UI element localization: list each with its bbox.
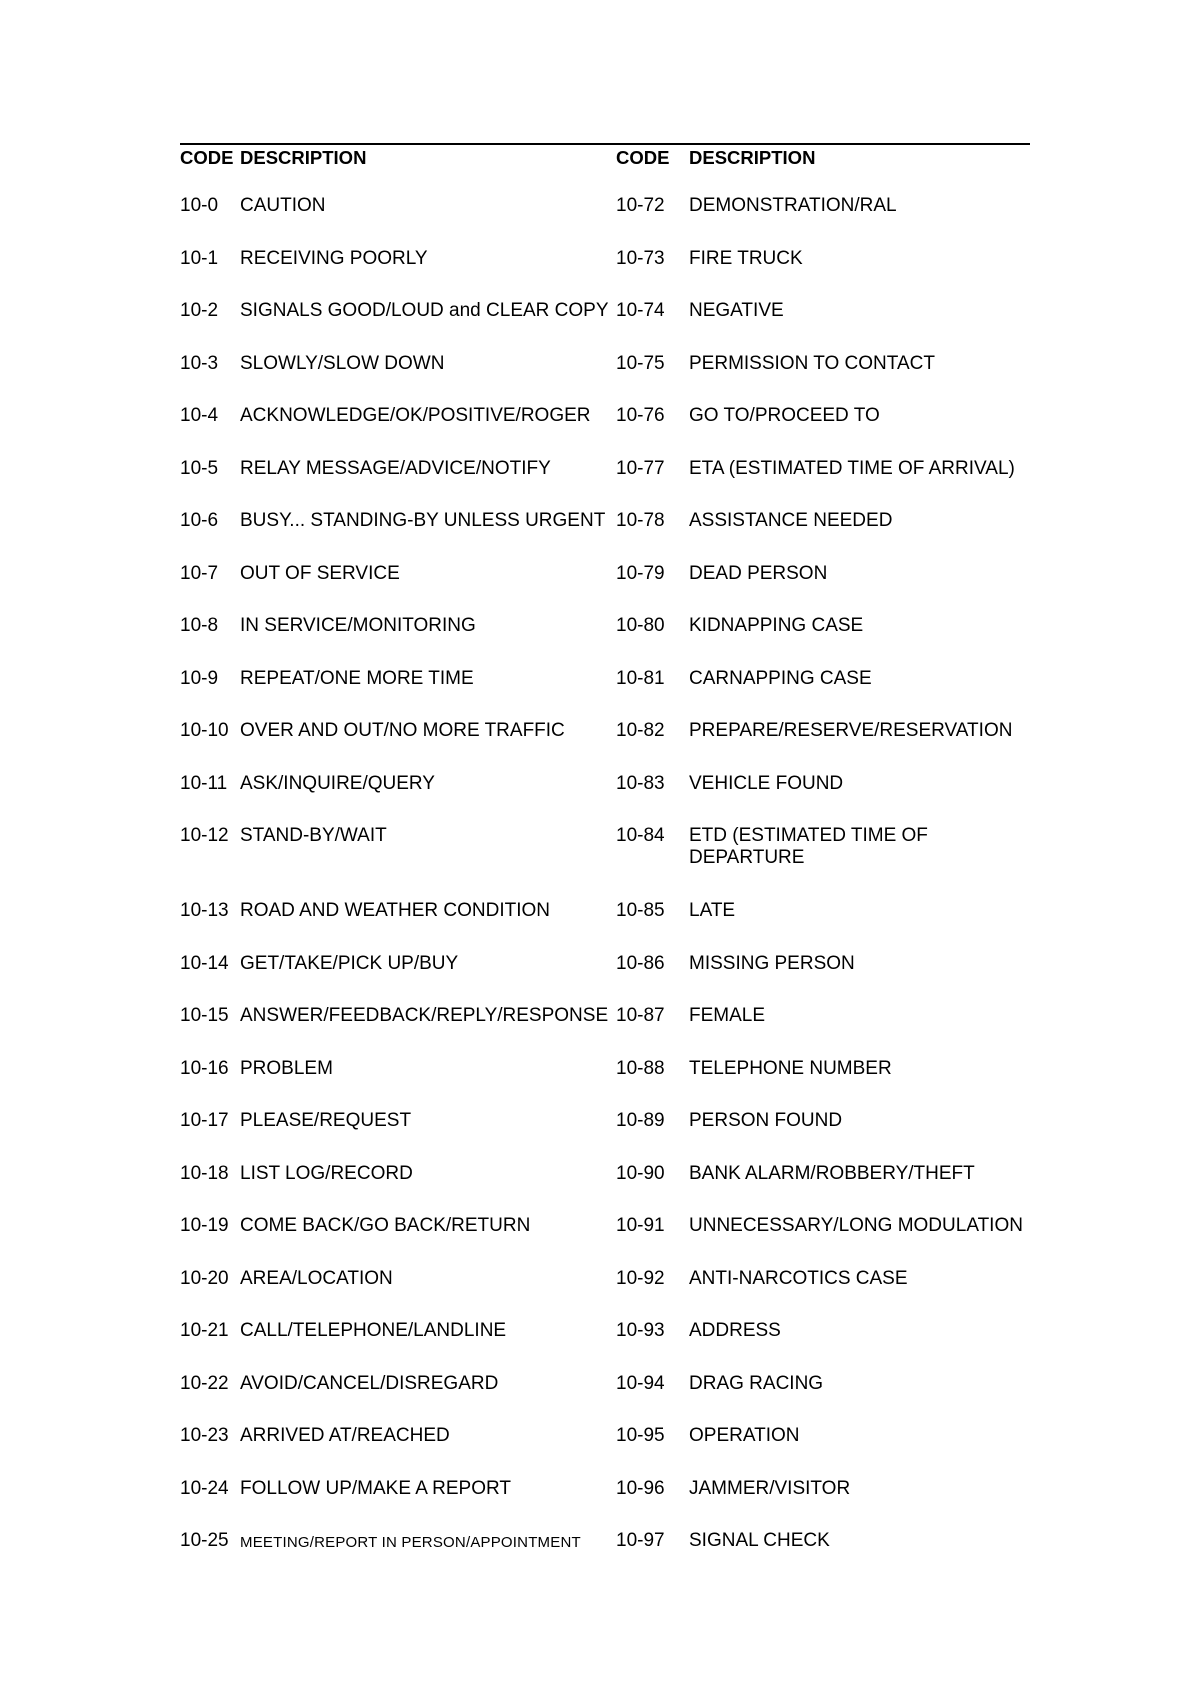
table-row — [180, 720, 1030, 773]
code-right: 10-86 — [616, 952, 665, 974]
description-left: FOLLOW UP/MAKE A REPORT — [240, 1477, 511, 1499]
description-left: REPEAT/ONE MORE TIME — [240, 667, 474, 689]
description-left: OUT OF SERVICE — [240, 562, 400, 584]
code-left: 10-15 — [180, 1005, 229, 1026]
description-left: ANSWER/FEEDBACK/REPLY/RESPONSE — [240, 1005, 609, 1026]
header-description-right: DESCRIPTION — [689, 147, 816, 168]
header-code-right: CODE — [616, 147, 670, 168]
description-right: UNNECESSARY/LONG MODULATION — [689, 1215, 1023, 1236]
code-left: 10-24 — [180, 1477, 229, 1499]
code-right: 10-88 — [616, 1057, 665, 1079]
code-left: 10-13 — [180, 900, 229, 921]
table-row — [180, 300, 1030, 353]
code-left: 10-0 — [180, 195, 219, 216]
code-left: 10-22 — [180, 1372, 229, 1394]
description-left: STAND-BY/WAIT — [240, 825, 387, 846]
table-row — [180, 1163, 1030, 1216]
table-row — [180, 405, 1030, 458]
description-right: PERSON FOUND — [689, 1110, 843, 1131]
code-left: 10-14 — [180, 952, 229, 974]
description-left: SLOWLY/SLOW DOWN — [240, 352, 445, 374]
description-left: LIST LOG/RECORD — [240, 1162, 413, 1184]
table-row — [180, 668, 1030, 721]
code-right: 10-72 — [616, 195, 665, 216]
code-left: 10-12 — [180, 825, 229, 846]
code-right: 10-95 — [616, 1425, 665, 1446]
header-code-left: CODE — [180, 147, 234, 168]
code-right: 10-79 — [616, 562, 665, 584]
code-right: 10-96 — [616, 1477, 665, 1499]
code-right: 10-75 — [616, 352, 665, 374]
description-right: LATE — [689, 900, 736, 921]
code-left: 10-25 — [180, 1530, 229, 1551]
code-right: 10-93 — [616, 1320, 665, 1341]
description-left: RECEIVING POORLY — [240, 247, 428, 269]
table-row — [180, 1215, 1030, 1268]
code-left: 10-21 — [180, 1320, 229, 1341]
description-right: MISSING PERSON — [689, 952, 855, 974]
table-row — [180, 353, 1030, 406]
code-left: 10-5 — [180, 457, 219, 479]
description-right: VEHICLE FOUND — [689, 772, 844, 794]
code-left: 10-6 — [180, 510, 219, 531]
description-right: DEMONSTRATION/RAL — [689, 195, 897, 216]
header-rule — [180, 143, 1030, 145]
table-header — [180, 147, 1030, 195]
description-left: ARRIVED AT/REACHED — [240, 1425, 450, 1446]
code-left: 10-16 — [180, 1057, 229, 1079]
table-row — [180, 563, 1030, 616]
description-left: IN SERVICE/MONITORING — [240, 615, 476, 636]
description-right: ANTI-NARCOTICS CASE — [689, 1267, 908, 1289]
description-right: ADDRESS — [689, 1320, 781, 1341]
description-right: DEAD PERSON — [689, 562, 828, 584]
description-left: ASK/INQUIRE/QUERY — [240, 772, 435, 794]
description-left: COME BACK/GO BACK/RETURN — [240, 1215, 531, 1236]
description-left: BUSY... STANDING-BY UNLESS URGENT — [240, 510, 606, 531]
description-left: SIGNALS GOOD/LOUD and CLEAR COPY — [240, 300, 609, 321]
description-left: CAUTION — [240, 195, 326, 216]
description-left: ACKNOWLEDGE/OK/POSITIVE/ROGER — [240, 405, 591, 426]
table-row — [180, 1005, 1030, 1058]
description-left: OVER AND OUT/NO MORE TRAFFIC — [240, 720, 565, 741]
table-row — [180, 615, 1030, 668]
description-left: PLEASE/REQUEST — [240, 1110, 412, 1131]
code-left: 10-3 — [180, 352, 219, 374]
description-left: AREA/LOCATION — [240, 1267, 393, 1289]
code-right: 10-90 — [616, 1162, 665, 1184]
code-left: 10-1 — [180, 247, 219, 269]
table-row — [180, 953, 1030, 1006]
code-left: 10-7 — [180, 562, 219, 584]
description-right: ETD (ESTIMATED TIME OF DEPARTURE — [689, 825, 928, 868]
description-left: GET/TAKE/PICK UP/BUY — [240, 952, 459, 974]
code-right: 10-92 — [616, 1267, 665, 1289]
description-left: AVOID/CANCEL/DISREGARD — [240, 1372, 499, 1394]
code-left: 10-10 — [180, 720, 229, 741]
code-left: 10-4 — [180, 405, 219, 426]
description-right: FIRE TRUCK — [689, 247, 803, 269]
table-row — [180, 248, 1030, 301]
description-right: CARNAPPING CASE — [689, 667, 872, 689]
description-right: GO TO/PROCEED TO — [689, 405, 880, 426]
code-right: 10-84 — [616, 825, 665, 846]
description-left: ROAD AND WEATHER CONDITION — [240, 900, 550, 921]
code-right: 10-91 — [616, 1215, 665, 1236]
table-row — [180, 1058, 1030, 1111]
description-left: MEETING/REPORT IN PERSON/APPOINTMENT — [240, 1534, 581, 1551]
table-row — [180, 195, 1030, 248]
description-right: FEMALE — [689, 1005, 766, 1026]
code-left: 10-19 — [180, 1215, 229, 1236]
code-left: 10-23 — [180, 1425, 229, 1446]
description-left: PROBLEM — [240, 1057, 333, 1079]
code-right: 10-82 — [616, 720, 665, 741]
code-right: 10-76 — [616, 405, 665, 426]
code-right: 10-74 — [616, 300, 665, 321]
code-right: 10-78 — [616, 510, 665, 531]
description-left: RELAY MESSAGE/ADVICE/NOTIFY — [240, 457, 551, 479]
description-right: SIGNAL CHECK — [689, 1530, 830, 1551]
header-description-left: DESCRIPTION — [240, 147, 367, 168]
code-right: 10-81 — [616, 667, 665, 689]
description-right: NEGATIVE — [689, 300, 784, 321]
table-row — [180, 1268, 1030, 1321]
table-row — [180, 825, 1030, 900]
code-right: 10-97 — [616, 1530, 665, 1551]
table-row — [180, 900, 1030, 953]
code-left: 10-2 — [180, 300, 219, 321]
code-left: 10-8 — [180, 615, 219, 636]
code-right: 10-94 — [616, 1372, 665, 1394]
description-right: PERMISSION TO CONTACT — [689, 352, 935, 374]
table-row — [180, 458, 1030, 511]
description-right: JAMMER/VISITOR — [689, 1477, 851, 1499]
code-table — [180, 143, 1030, 1583]
code-right: 10-85 — [616, 900, 665, 921]
table-row — [180, 1373, 1030, 1426]
description-right: BANK ALARM/ROBBERY/THEFT — [689, 1162, 975, 1184]
description-right: DRAG RACING — [689, 1372, 824, 1394]
code-left: 10-18 — [180, 1162, 229, 1184]
code-left: 10-17 — [180, 1110, 229, 1131]
table-row — [180, 1425, 1030, 1478]
description-right: OPERATION — [689, 1425, 800, 1446]
description-right: PREPARE/RESERVE/RESERVATION — [689, 720, 1013, 741]
table-row — [180, 1110, 1030, 1163]
code-left: 10-11 — [180, 772, 228, 794]
table-row — [180, 1530, 1030, 1583]
table-row — [180, 773, 1030, 826]
code-left: 10-20 — [180, 1267, 229, 1289]
code-right: 10-80 — [616, 615, 665, 636]
description-right: KIDNAPPING CASE — [689, 615, 864, 636]
code-right: 10-87 — [616, 1005, 665, 1026]
table-row — [180, 1320, 1030, 1373]
description-right: ETA (ESTIMATED TIME OF ARRIVAL) — [689, 457, 1015, 479]
description-right: TELEPHONE NUMBER — [689, 1057, 892, 1079]
code-right: 10-73 — [616, 247, 665, 269]
table-row — [180, 1478, 1030, 1531]
code-right: 10-83 — [616, 772, 665, 794]
code-right: 10-77 — [616, 457, 665, 479]
code-left: 10-9 — [180, 667, 219, 689]
description-left: CALL/TELEPHONE/LANDLINE — [240, 1320, 507, 1341]
table-row — [180, 510, 1030, 563]
description-right: ASSISTANCE NEEDED — [689, 510, 893, 531]
code-right: 10-89 — [616, 1110, 665, 1131]
